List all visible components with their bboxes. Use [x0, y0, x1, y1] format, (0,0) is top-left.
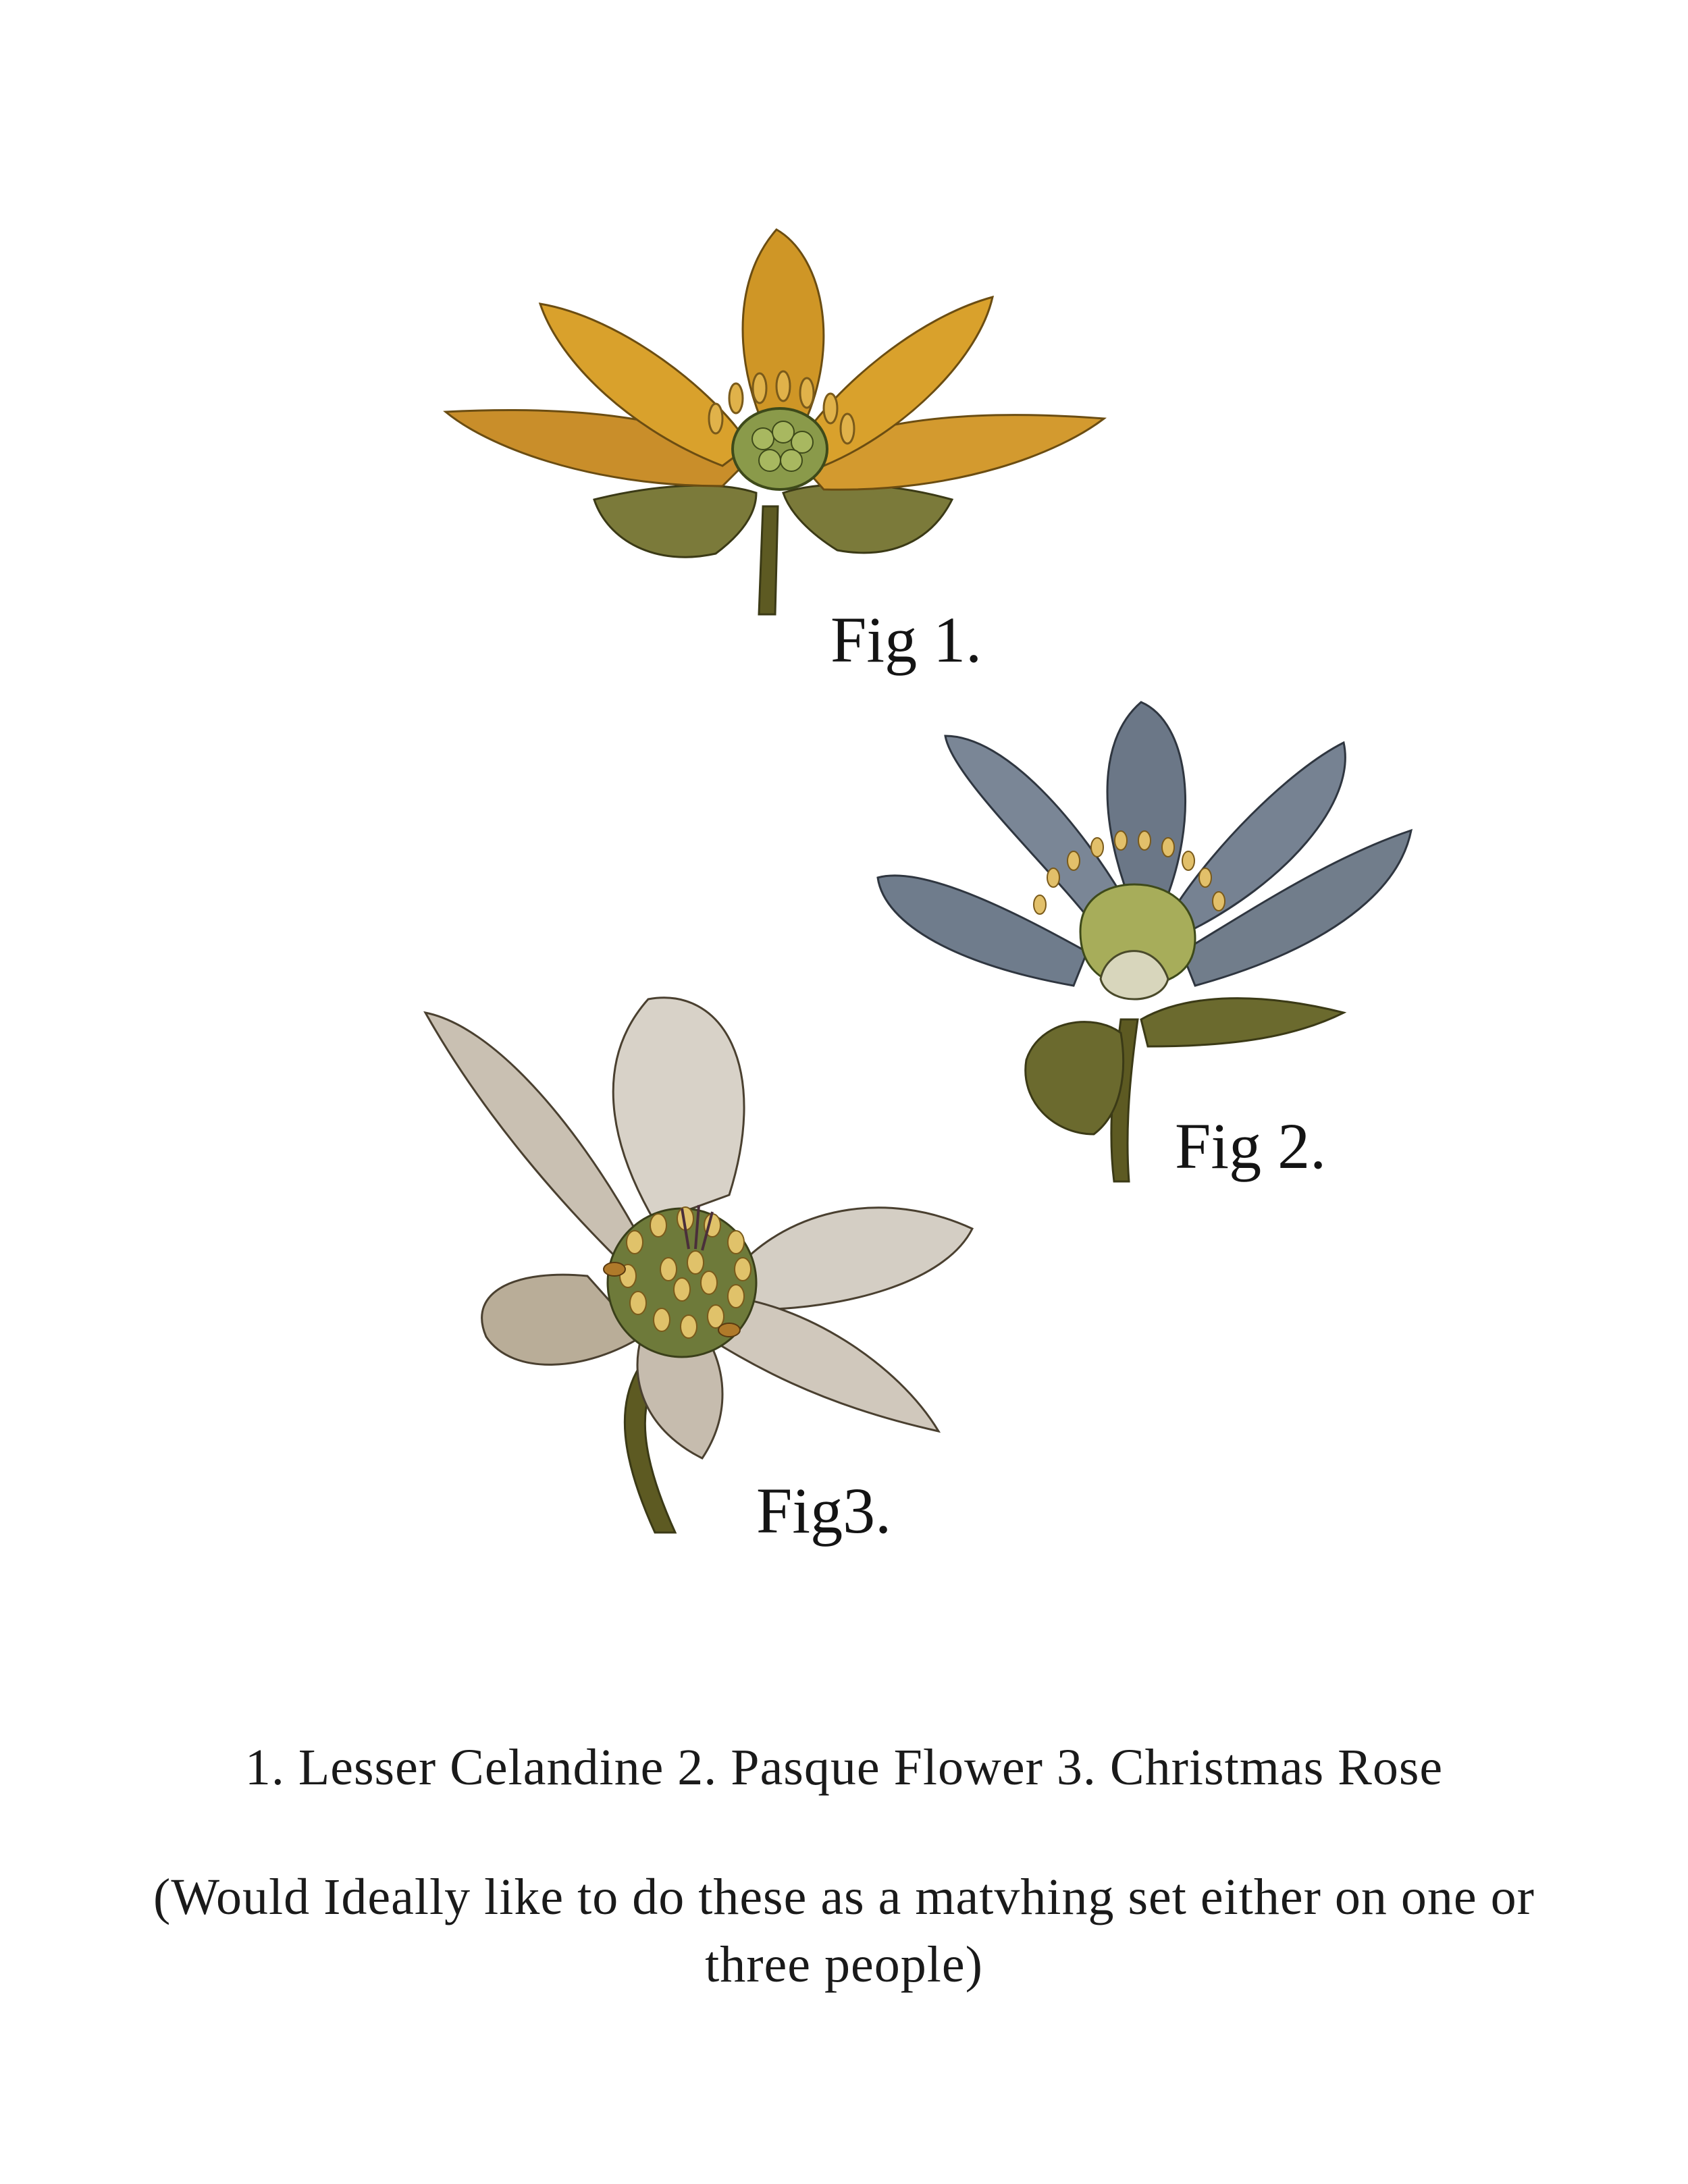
lesser-celandine-illustration	[432, 216, 1121, 635]
fig-2-label: Fig 2.	[1175, 1110, 1327, 1182]
flower-names-caption: 1. Lesser Celandine 2. Pasque Flower 3. Christmas Rose	[244, 1739, 1444, 1796]
fig-3-label: Fig3.	[756, 1474, 892, 1547]
fig-1-label: Fig 1.	[830, 604, 982, 676]
christmas-rose-illustration	[412, 986, 979, 1539]
request-note: (Would Ideally like to do these as a matvhing set either on one or three people)	[153, 1869, 1535, 1993]
